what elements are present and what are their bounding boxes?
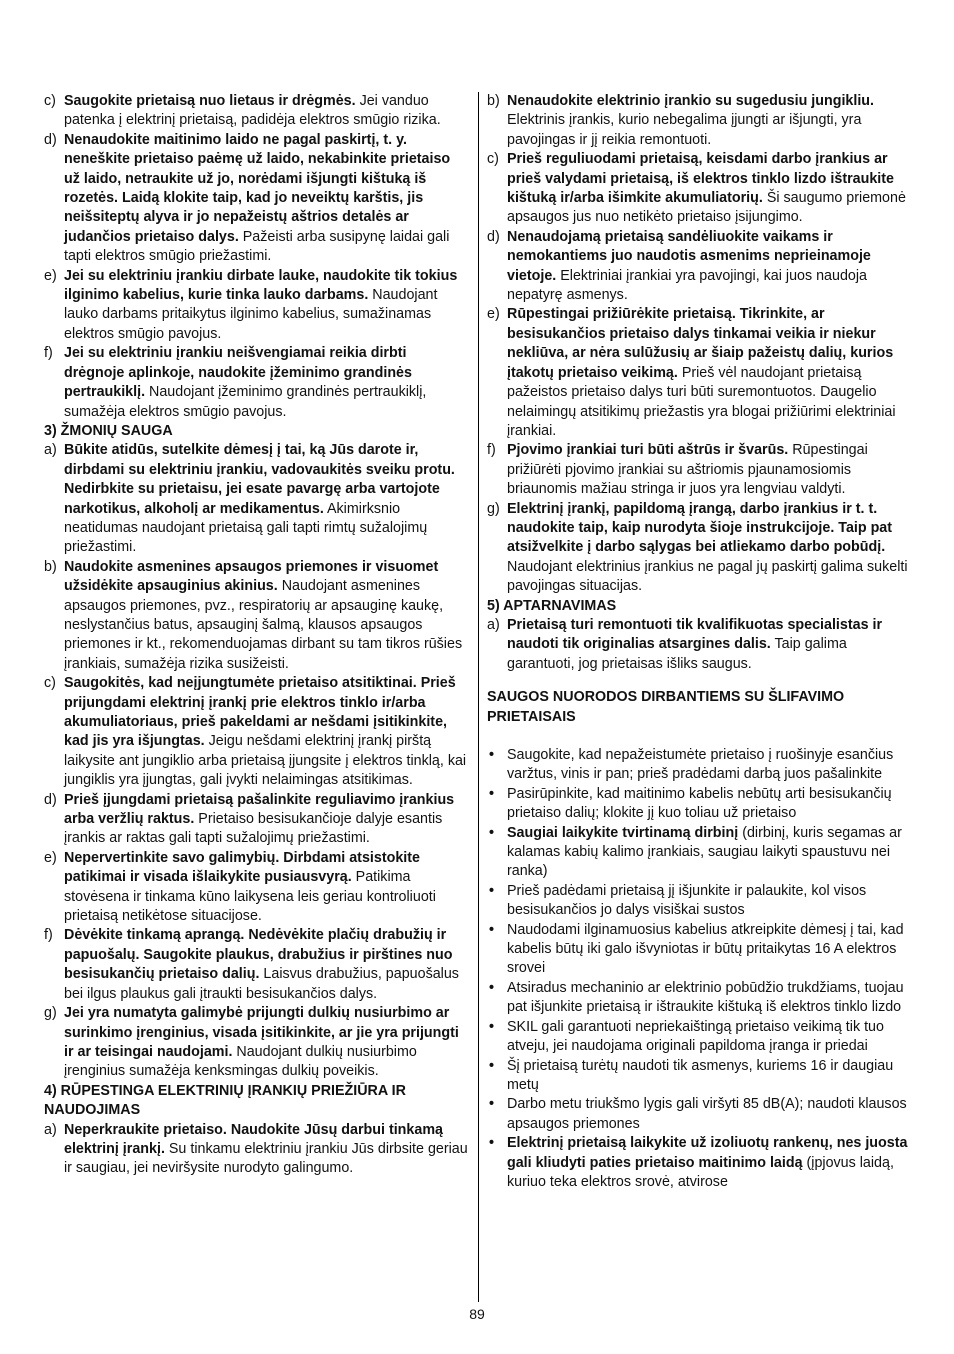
item-text: Naudojant lauko darbams pritaikytus ilginimo kabelius, sumažinamas elektros smūgio pavojus. [64, 287, 438, 342]
bullet-text: Darbo metu triukšmo lygis gali viršyti 85 dB(A); naudoti klausos apsaugos priemones [507, 1096, 907, 1132]
list-item [44, 1121, 468, 1179]
bullet-text: SKIL gali garantuoti nepriekaištingą prietaiso veikimą tik tuo atveju, jei naudojama originali papildoma įranga ir priedai [507, 1018, 884, 1055]
list-item [44, 791, 468, 849]
item-label: b) [487, 93, 500, 109]
item-bold-text: Dėvėkite tinkamą aprangą. Nedėvėkite plačių drabužių ir papuošalų. Saugokite plaukus, drabužius ir pirštines nuo besisukančių prietaiso dalių. [64, 927, 453, 983]
item-bold-text: Jei su elektriniu įrankiu neišvengiamai reikia dirbti drėgnoje aplinkoje, naudokite įžeminimo grandinės pertraukiklį. [64, 345, 412, 401]
list-item [44, 92, 468, 131]
bullet-item [487, 746, 911, 785]
item-label: f) [44, 345, 53, 362]
section-heading: 3) ŽMONIŲ SAUGA [44, 422, 173, 439]
list-item [44, 344, 468, 422]
bullet-item [487, 921, 911, 979]
item-text: Su tinkamu elektriniu įrankiu Jūs dirbsite geriau ir saugiau, jei neviršysite nurodyto galingumo. [64, 1140, 468, 1177]
item-label: f) [487, 442, 496, 459]
list-item [487, 616, 911, 674]
column-divider [478, 92, 479, 1302]
item-bold-text: Būkite atidūs, sutelkite dėmesį į tai, ką Jūs darote ir, dirbdami su elektriniu įrankiu, vadovaukitės sveiku protu. Nedirbkite su prietaisu, jei esate pavargę arba vartojote narkotikus, alkoholį ar medikamentus. [64, 442, 455, 517]
item-bold-text: Saugokite prietaisą nuo lietaus ir drėgmės. [64, 93, 356, 109]
right-column [487, 92, 911, 1192]
item-label: f) [44, 927, 53, 944]
item-text: Elektrinis įrankis, kurio nebegalima įjungti ar išjungti, yra pavojingas ir jį reikia remontuoti. [507, 112, 862, 148]
bullet-item [487, 785, 911, 824]
bullet-icon: • [489, 1135, 495, 1152]
bullet-text: Naudodami ilginamuosius kabelius atkreipkite dėmesį į tai, kad kabelis būtų iki galo išvyniotas ir būtų pritaikytas 16 A elektros srovei [507, 921, 904, 977]
item-text: Naudojant įžeminimo grandinės pertraukiklį, sumažėja elektros smūgio pavojus. [64, 384, 427, 420]
item-label: g) [44, 1005, 57, 1022]
list-item [487, 500, 911, 597]
item-text: Ši saugumo priemonė apsaugos jus nuo netikėto prietaiso įsijungimo. [507, 190, 906, 226]
bullet-item [487, 1018, 911, 1057]
item-bold-text: Rūpestingai prižiūrėkite prietaisą. Tikrinkite, ar besisukančios prietaiso dalys tinkamai veikia ir niekur nekliūva, ar nėra sulūžusių ar šiaip pažeistų dalių, kurios įtakotų prietaiso veikimą. [507, 306, 894, 381]
item-text: Pažeisti arba susipynę laidai gali tapti elektros smūgio priežastimi. [64, 228, 450, 265]
bullet-item [487, 1134, 911, 1192]
bullet-icon: • [489, 1096, 495, 1113]
item-text: Jei vanduo patenka į elektrinį prietaisą, padidėja elektros smūgio rizika. [64, 93, 441, 129]
item-text: Rūpestingai prižiūrėti pjovimo įrankiai su aštriomis pjaunamosiomis briaunomis mažiau stringa ir juos yra lengviau valdyti. [507, 442, 868, 498]
bullet-text: Atsiradus mechaninio ar elektrinio pobūdžio trukdžiams, tuojau pat išjunkite prietaisą ir ištraukite kištuką iš elektros tinklo lizdo [507, 979, 904, 1016]
item-bold-text: Elektrinį įrankį, papildomą įrangą, darbo įrankius ir t. t. naudokite taip, kaip nurodyta šioje instrukcijoje. Taip pat atsižvelkite į darbo sąlygas bei atliekamo darbo pobūdį. [507, 500, 893, 556]
item-text: Taip galima garantuoti, jog prietaisas išliks saugus. [507, 636, 847, 672]
bullet-bold-text: Elektrinį prietaisą laikykite už izoliuotų rankenų, nes juosta gali kliudyti paties prietaiso maitinimo laidą [507, 1135, 908, 1171]
bullet-text: Šį prietaisą turėtų naudoti tik asmenys, kuriems 16 ir daugiau metų [507, 1057, 894, 1093]
item-text: Akimirksnio neatidumas naudojant prietaisą gali tapti rimtų sužalojimų priežastimi. [64, 500, 428, 556]
item-label: g) [487, 500, 500, 517]
list-item [44, 267, 468, 345]
left-column [44, 92, 468, 1179]
item-label: a) [44, 1121, 57, 1138]
bullet-text: Pasirūpinkite, kad maitinimo kabelis nebūtų arti besisukančių prietaiso dalių; klokite jį kuo toliau už prietaiso [507, 785, 892, 822]
item-bold-text: Nepervertinkite savo galimybių. Dirbdami atsistokite patikimai ir visada išlaikykite pusiausvyrą. [64, 849, 420, 886]
section-heading: 5) APTARNAVIMAS [487, 597, 617, 614]
list-item [487, 441, 911, 499]
item-label: d) [44, 791, 57, 808]
item-text: Naudojant dulkių nusiurbimo įrenginius sumažėja kenksmingas dulkių poveikis. [64, 1043, 417, 1080]
item-label: d) [44, 131, 57, 148]
list-item [487, 228, 911, 306]
list-item [487, 305, 911, 441]
item-text: Naudojant elektrinius įrankius ne pagal jų paskirtį galima sukelti pavojingas situacijas. [507, 558, 908, 595]
bullet-item [487, 824, 911, 882]
bullet-text: Saugokite, kad nepažeistumėte prietaiso į ruošinyje esančius varžtus, vinis ir pan; prieš pradėdami darbą juos pašalinkite [507, 747, 894, 783]
bullet-icon: • [489, 921, 495, 938]
bullet-icon: • [489, 979, 495, 996]
bullet-icon: • [489, 1057, 495, 1074]
item-label: c) [44, 675, 56, 692]
item-label: b) [44, 558, 57, 575]
bullet-icon: • [489, 1018, 495, 1035]
list-item [487, 92, 911, 150]
item-bold-text: Nenaudokite maitinimo laido ne pagal paskirtį, t. y. neneškite prietaiso paėmę už laido, nekabinkite prietaiso už laido, netraukite už jo, norėdami išjungti kištuką iš rozetės. Laidą klokite taip, kad jo neveiktų karštis, jis neišsiteptų alyva ir jo nepažeistų aštrios detalės ar judančios prietaiso dalys. [64, 131, 451, 245]
item-bold-text: Neperkraukite prietaiso. Naudokite Jūsų darbui tinkamą elektrinį įrankį. [64, 1121, 443, 1157]
bullet-item [487, 1057, 911, 1096]
list-item [487, 150, 911, 228]
bullet-icon: • [489, 882, 495, 899]
item-bold-text: Pjovimo įrankiai turi būti aštrūs ir švarūs. [507, 442, 789, 459]
item-text: Prieš vėl naudojant prietaisą pažeistos prietaiso dalys turi būti suremontuotos. Daugelio nelaimingų atsitikimų priežastis yra blogai prižiūrimi elektriniai įrankiai. [507, 364, 896, 439]
bullet-bold-text: Saugiai laikykite tvirtinamą dirbinį [507, 824, 739, 841]
list-item [44, 131, 468, 267]
item-bold-text: Prieš reguliuodami prietaisą, keisdami darbo įrankius ar prieš valydami prietaisą, iš elektros tinklo lizdo ištraukite kištuką ir/arba išimkite akumuliatorių. [507, 151, 894, 207]
item-bold-text: Prieš įjungdami prietaisą pašalinkite reguliavimo įrankius arba veržlių raktus. [64, 791, 455, 828]
item-label: a) [44, 442, 57, 459]
item-bold-text: Naudokite asmenines apsaugos priemones ir visuomet užsidėkite apsauginius akinius. [64, 558, 439, 595]
list-item [44, 926, 468, 1004]
section-heading: 4) RŪPESTINGA ELEKTRINIŲ ĮRANKIŲ PRIEŽIŪRA IR NAUDOJIMAS [44, 1082, 406, 1119]
item-text: Patikima stovėsena ir tinkama kūno laikysena leis geriau kontroliuoti prietaisą netikėtose situacijose. [64, 869, 436, 925]
list-item [44, 1004, 468, 1082]
bullet-text: (įpjovus laidą, kuriuo teka elektros srovė, atvirose [507, 1154, 894, 1190]
bullet-icon: • [489, 785, 495, 802]
bullet-text: (dirbinį, kuris segamas ar kalamas kabių kalimo įrankiais, saugiau laikyti spaustuvu nei ranka) [507, 824, 902, 880]
item-label: d) [487, 228, 500, 245]
item-bold-text: Nenaudojamą prietaisą sandėliuokite vaikams ir nemokantiems juo naudotis asmenims neprieinamoje vietoje. [507, 228, 871, 284]
item-label: c) [44, 93, 56, 109]
list-item [44, 674, 468, 790]
item-label: c) [487, 151, 499, 168]
section-title: SAUGOS NUORODOS DIRBANTIEMS SU ŠLIFAVIMO PRIETAISAIS [487, 689, 845, 725]
list-item [44, 558, 468, 674]
item-bold-text: Jei su elektriniu įrankiu dirbate lauke, naudokite tik tokius ilginimo kabelius, kurie tinka lauko darbams. [64, 267, 458, 304]
item-label: e) [44, 267, 57, 284]
item-text: Prietaiso besisukančioje dalyje esantis įrankis ar raktas gali tapti sužalojimų priežastimi. [64, 811, 443, 847]
bullet-icon: • [489, 747, 495, 763]
bullet-icon: • [489, 824, 495, 841]
spacer [487, 727, 911, 746]
list-item [44, 849, 468, 927]
item-bold-text: Prietaisą turi remontuoti tik kvalifikuotas specialistas ir naudoti tik originalias atsargines dalis. [507, 616, 883, 653]
bullet-item [487, 979, 911, 1018]
bullet-item [487, 1095, 911, 1134]
item-label: a) [487, 616, 500, 633]
item-text: Elektriniai įrankiai yra pavojingi, kai juos naudoja nepatyrę asmenys. [507, 267, 867, 304]
bullet-text: Prieš padėdami prietaisą jį išjunkite ir palaukite, kol visos besisukančios jo dalys visiškai sustos [507, 882, 867, 919]
item-label: e) [44, 849, 57, 866]
item-bold-text: Saugokitės, kad neįjungtumėte prietaiso atsitiktinai. Prieš prijungdami elektrinį įrankį prie elektros tinklo ir/arba akumuliatoriaus, prieš pakeldami ar nešdami įsitikinkite, kad jis yra išjungtas. [64, 675, 456, 750]
list-item [44, 441, 468, 557]
item-bold-text: Jei yra numatyta galimybė prijungti dulkių nusiurbimo ar surinkimo įrenginius, visada įsitikinkite, ar jie yra prijungti ir ar teisingai naudojami. [64, 1005, 459, 1060]
bullet-item [487, 882, 911, 921]
item-text: Laisvus drabužius, papuošalus bei ilgus plaukus gali įtraukti besisukančios dalys. [64, 966, 459, 1002]
item-bold-text: Nenaudokite elektrinio įrankio su sugedusiu jungikliu. [507, 93, 875, 109]
page-number: 89 [469, 1306, 485, 1322]
item-label: e) [487, 306, 500, 323]
item-text: Naudojant asmenines apsaugos priemones, pvz., respiratorių ar apsauginę kaukę, neslystančius batus, apsauginį šalmą, klausos apsaugos priemones ir kt., rekomenduojamas dirbant su tam tikros rūšies įrankiais, sumažėja rizika susižeisti. [64, 578, 463, 672]
item-text: Jeigu nešdami elektrinį įrankį pirštą laikysite ant jungiklio arba prietaisą įjungsite į elektros tinklą, kai jungiklis yra įjungtas, gali įvykti nelaimingas atsitikimas. [64, 733, 467, 789]
